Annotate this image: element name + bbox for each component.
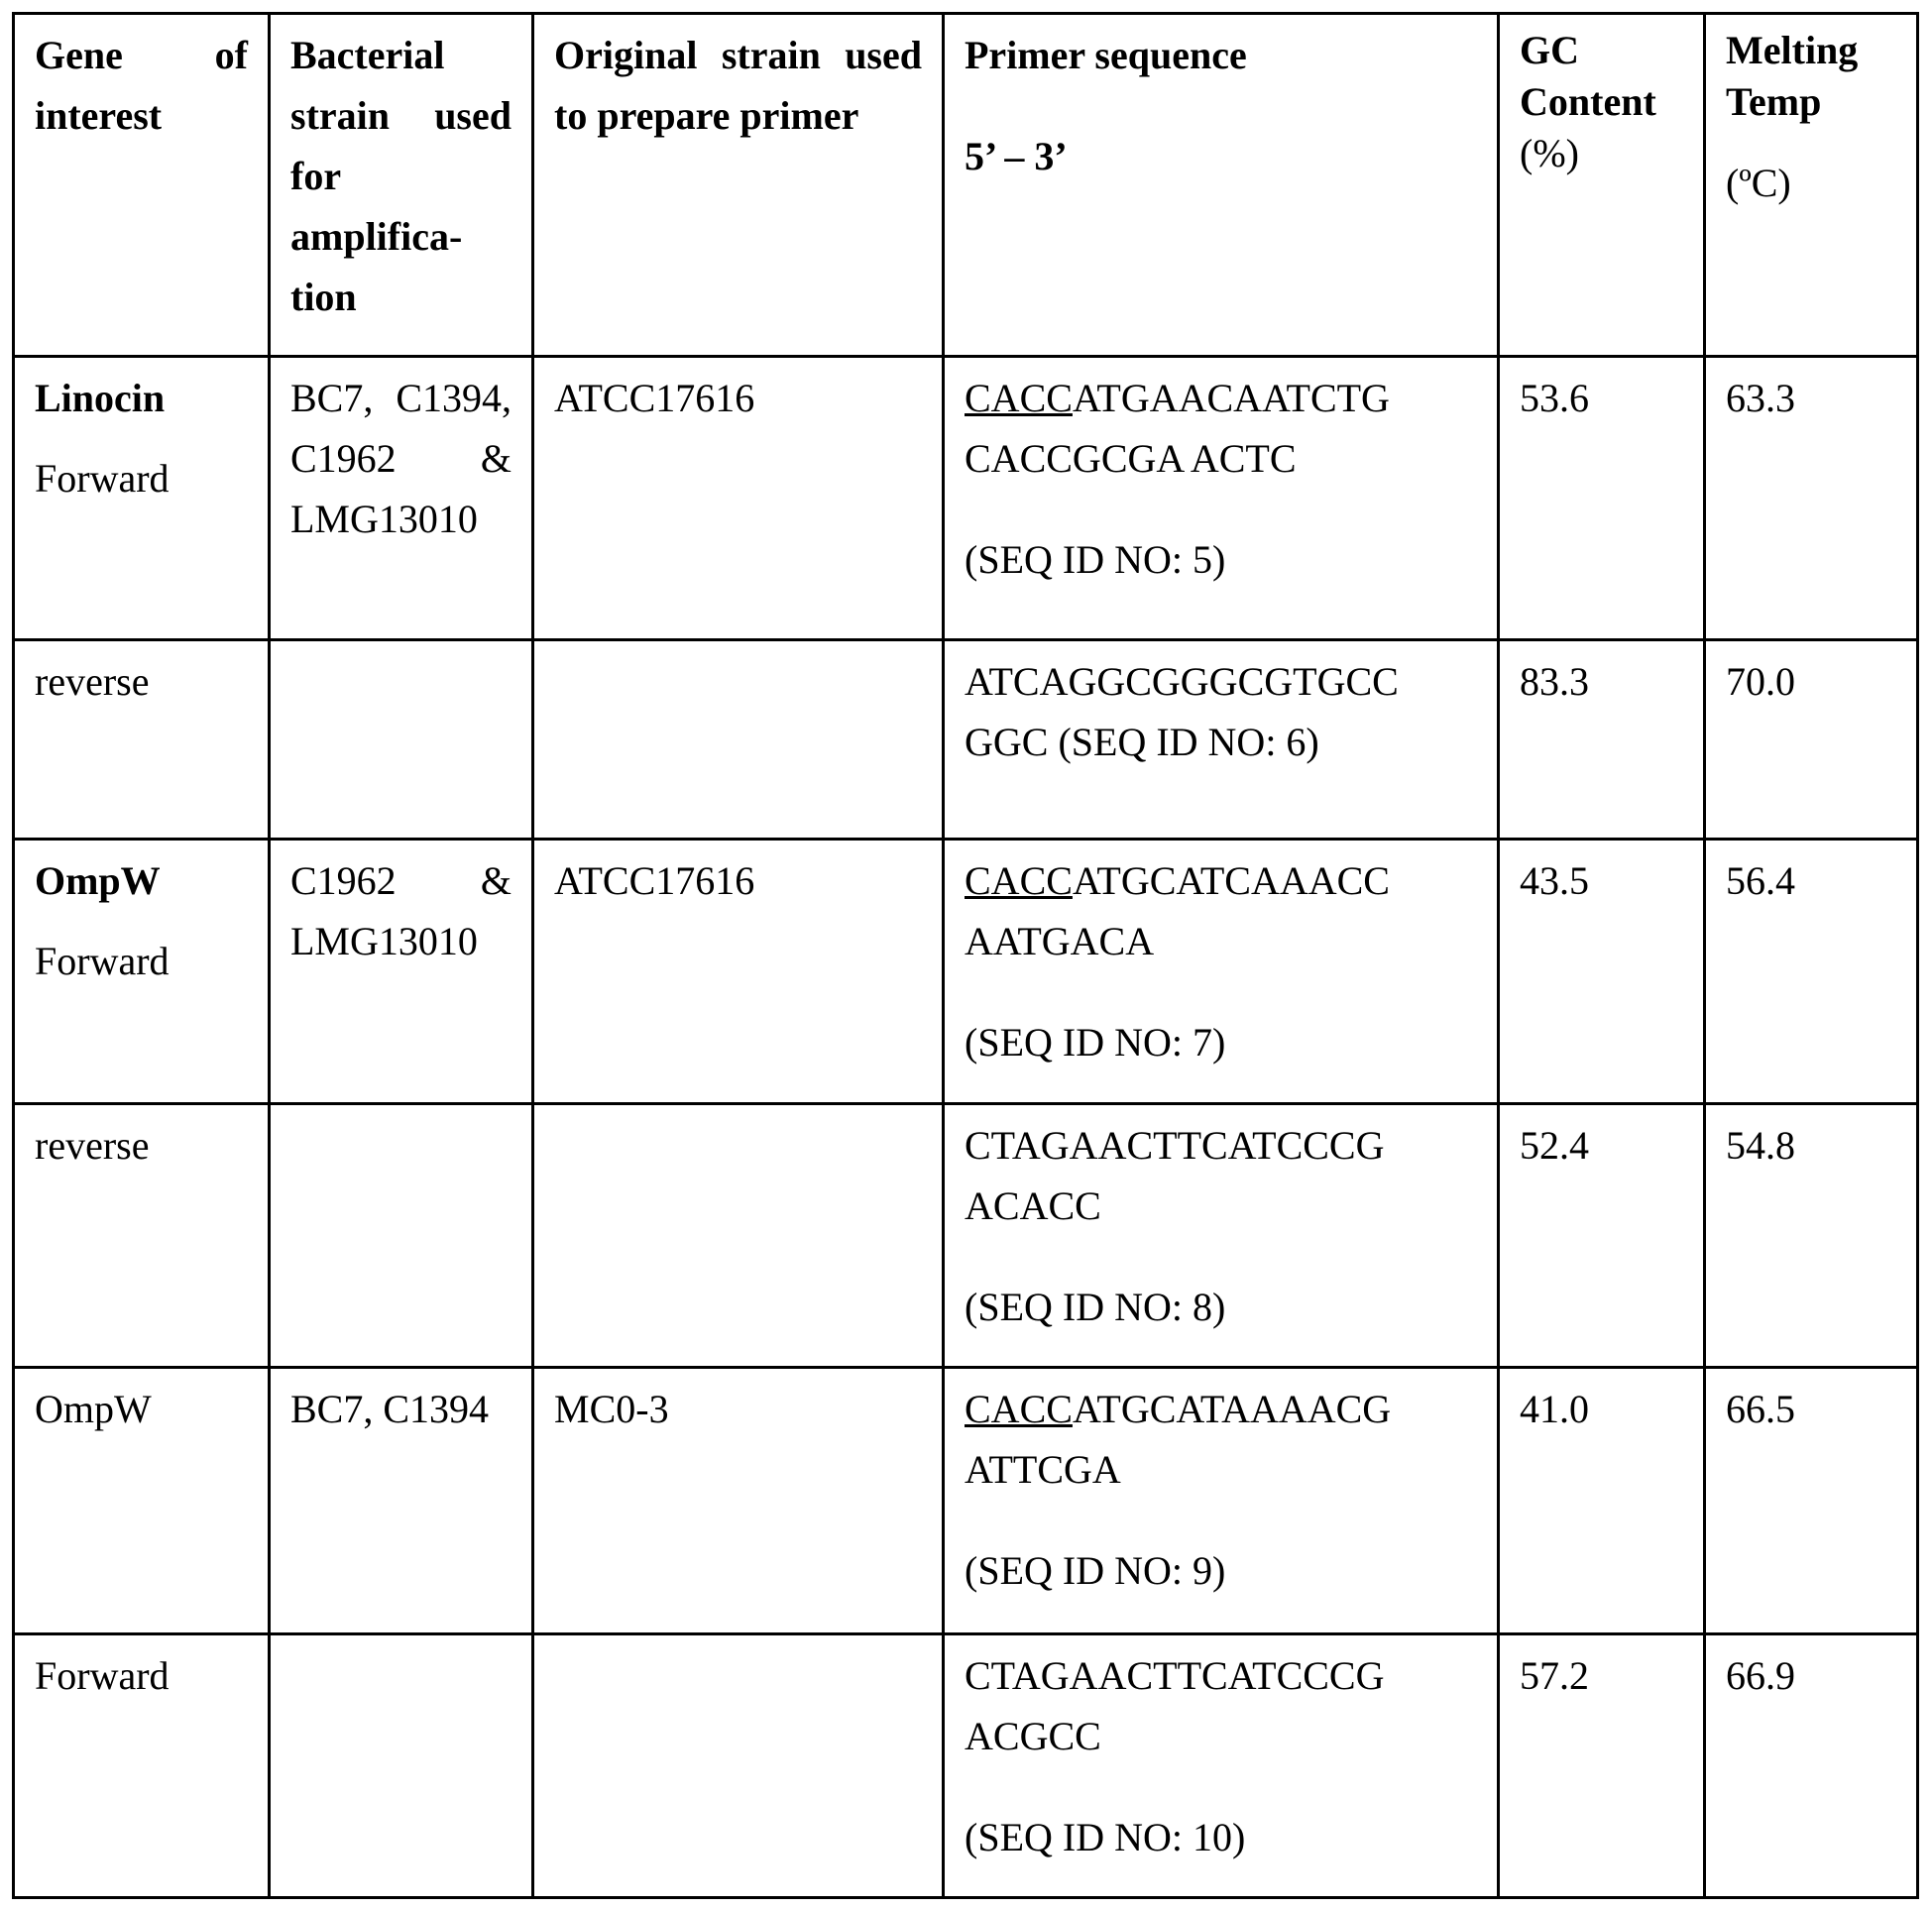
gene-label: reverse [35,1115,248,1176]
gene-cell [14,357,270,640]
gene-cell [14,640,270,840]
primer-sequence-cell [944,1104,1499,1368]
seq-id: (SEQ ID NO: 10) [965,1807,1477,1867]
primer-sequence-cell [944,1368,1499,1634]
header-original: Original strain used to prepare primer [533,14,944,357]
gene-cell [14,1368,270,1634]
original-strain-cell [533,1104,944,1368]
caccc-prefix: CACC [965,1387,1073,1431]
gene-label: OmpW [35,1379,248,1439]
gc-content-cell: 41.0 [1499,1368,1705,1634]
gene-cell [14,1634,270,1898]
sequence: ATGCATCAAACC AATGACA [965,858,1390,963]
gc-content-cell: 52.4 [1499,1104,1705,1368]
melting-temp-cell: 70.0 [1705,640,1918,840]
gene-name: OmpW [35,858,161,903]
strain-cell [270,1634,533,1898]
table-row [14,1104,1918,1368]
seq-id: (SEQ ID NO: 9) [965,1540,1477,1601]
strain-cell [270,640,533,840]
seq-id: (SEQ ID NO: 7) [965,1012,1477,1072]
gene-name: Linocin [35,376,165,420]
table-row [14,840,1918,1104]
primer-sequence-cell [944,1634,1499,1898]
header-gc-unit: (%) [1520,131,1579,175]
original-strain-cell [533,640,944,840]
strain-cell [270,1104,533,1368]
melting-temp-cell: 63.3 [1705,357,1918,640]
table-row [14,1368,1918,1634]
caccc-prefix: CACC [965,376,1073,420]
header-tm-title: Melting Temp [1726,28,1858,124]
header-primer [944,14,1499,357]
header-strain: Bacterial strain used for amplifica-tion [270,14,533,357]
melting-temp-cell: 66.9 [1705,1634,1918,1898]
original-strain-cell: ATCC17616 [533,357,944,640]
header-tm [1705,14,1918,357]
melting-temp-cell: 54.8 [1705,1104,1918,1368]
primer-direction: Forward [35,931,248,991]
primer-table [12,12,1919,1899]
primer-sequence-cell [944,640,1499,840]
gc-content-cell: 57.2 [1499,1634,1705,1898]
seq-id: (SEQ ID NO: 5) [965,529,1477,590]
strain-cell: BC7, C1394 [270,1368,533,1634]
header-row [14,14,1918,357]
seq-id: (SEQ ID NO: 8) [965,1277,1477,1337]
original-strain-cell: ATCC17616 [533,840,944,1104]
header-gc-title: GC Content [1520,28,1656,124]
strain-cell: C1962 & LMG13010 [270,840,533,1104]
header-gene: Gene of interest [14,14,270,357]
gc-content-cell: 83.3 [1499,640,1705,840]
melting-temp-cell: 56.4 [1705,840,1918,1104]
table-row [14,1634,1918,1898]
header-primer-direction: 5’ – 3’ [965,126,1477,186]
table-row [14,640,1918,840]
original-strain-cell: MC0-3 [533,1368,944,1634]
table-row [14,357,1918,640]
gene-label: Forward [35,1645,248,1706]
caccc-prefix: CACC [965,858,1073,903]
original-strain-cell [533,1634,944,1898]
gene-cell [14,1104,270,1368]
sequence: CTAGAACTTCATCCCG ACGCC [965,1653,1385,1758]
primer-direction: Forward [35,448,248,508]
gene-cell [14,840,270,1104]
melting-temp-cell: 66.5 [1705,1368,1918,1634]
header-primer-title: Primer sequence [965,25,1477,85]
gc-content-cell: 53.6 [1499,357,1705,640]
sequence: ATCAGGCGGGCGTGCC GGC (SEQ ID NO: 6) [965,659,1399,764]
primer-sequence-cell [944,840,1499,1104]
header-gc [1499,14,1705,357]
sequence: ATGCATAAAACG ATTCGA [965,1387,1391,1492]
sequence: CTAGAACTTCATCCCG ACACC [965,1123,1385,1228]
sequence: ATGAACAATCTG CACCGCGA ACTC [965,376,1390,481]
primer-sequence-cell [944,357,1499,640]
gc-content-cell: 43.5 [1499,840,1705,1104]
header-tm-unit: (ºC) [1726,158,1896,209]
gene-label: reverse [35,651,248,712]
strain-cell: BC7, C1394, C1962 & LMG13010 [270,357,533,640]
